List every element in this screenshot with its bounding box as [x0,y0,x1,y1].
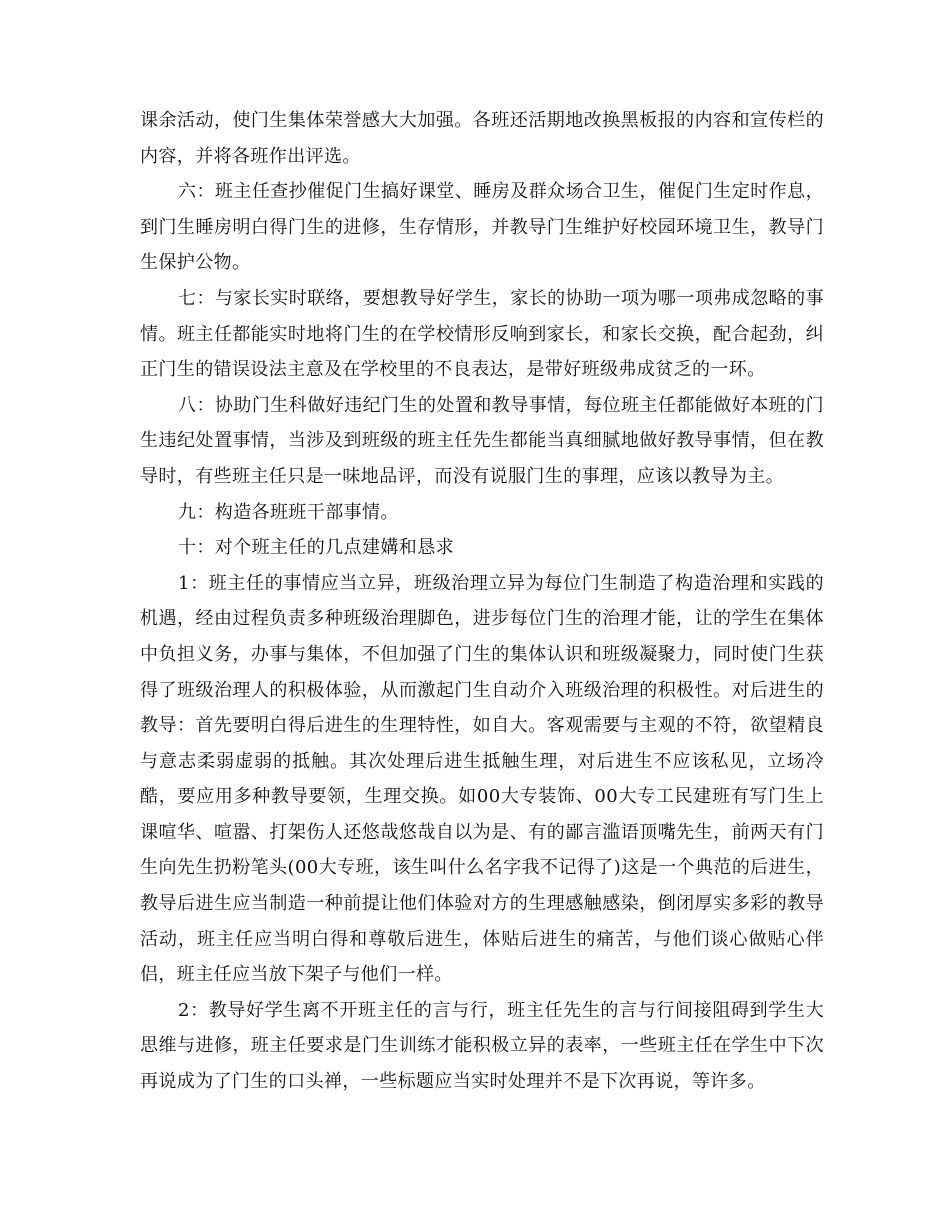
paragraph-3: 八：协助门生科做好违纪门生的处置和教导事情，每位班主任都能做好本班的门生违纪处置事情，当涉及到班级的班主任先生都能当真细腻地做好教导事情，但在教导时，有些班主任只是一味地品评，而没有说服门生的事理，应该以教导为主。 [140,394,824,487]
paragraph-1: 六：班主任查抄催促门生搞好课堂、睡房及群众场合卫生，催促门生定时作息，到门生睡房明白得门生的进修，生存情形，并教导门生维护好校园环境卫生，教导门生保护公物。 [140,181,824,274]
paragraph-0: 课余活动，使门生集体荣誉感大大加强。各班还活期地改换黑板报的内容和宣传栏的内容，并将各班作出评选。 [140,110,824,167]
paragraph-5: 十：对个班主任的几点建媾和恳求 [178,537,454,559]
paragraph-2: 七：与家长实时联络，要想教导好学生，家长的协助一项为哪一项弗成忽略的事情。班主任都能实时地将门生的在学校情形反响到家长，和家长交换，配合起劲，纠正门生的错误设法主意及在学校里的不良表达，是带好班级弗成贫乏的一环。 [140,287,824,381]
paragraph-7: 2：教导好学生离不开班主任的言与行，班主任先生的言与行间接阻碍到学生大思维与进修，班主任要求是门生训练才能积极立异的表率，一些班主任在学生中下次再说成为了门生的口头禅，一些标题应当实时处理并不是下次再说，等许多。 [140,999,824,1093]
document-page [140,103,824,1100]
paragraph-4: 九：构造各班班干部事情。 [178,501,399,523]
paragraph-6: 1：班主任的事情应当立异，班级治理立异为每位门生制造了构造治理和实践的机遇，经由过程负责多种班级治理脚色，进步每位门生的治理才能，让的学生在集体中负担义务，办事与集体，不但加强了门生的集体认识和班级凝聚力，同时使门生获得了班级治理人的积极体验，从而激起门生自动介入班级治理的积极性。对后进生的教导：首先要明白得后进生的生理特性，如自大。客观需要与主观的不符，欲望精良与意志柔弱虚弱的抵触。其次处理后进生抵触生理，对后进生不应该私见，立场冷酷，要应用多种教导要领，生理交换。如00大专装饰、00大专工民建班有写门生上课喧华、喧嚣、打架伤人还悠哉悠哉自以为是、有的鄙言滥语顶嘴先生，前两天有门生向先生扔粉笔头(00大专班，该生叫什么名字我不记得了)这是一个典范的后进生，教导后进生应当制造一种前提让他们体验对方的生理感触感染，倒闭厚实多彩的教导活动，班主任应当明白得和尊敬后进生，体贴后进生的痛苦，与他们谈心做贴心伴侣，班主任应当放下架子与他们一样。 [140,572,824,986]
